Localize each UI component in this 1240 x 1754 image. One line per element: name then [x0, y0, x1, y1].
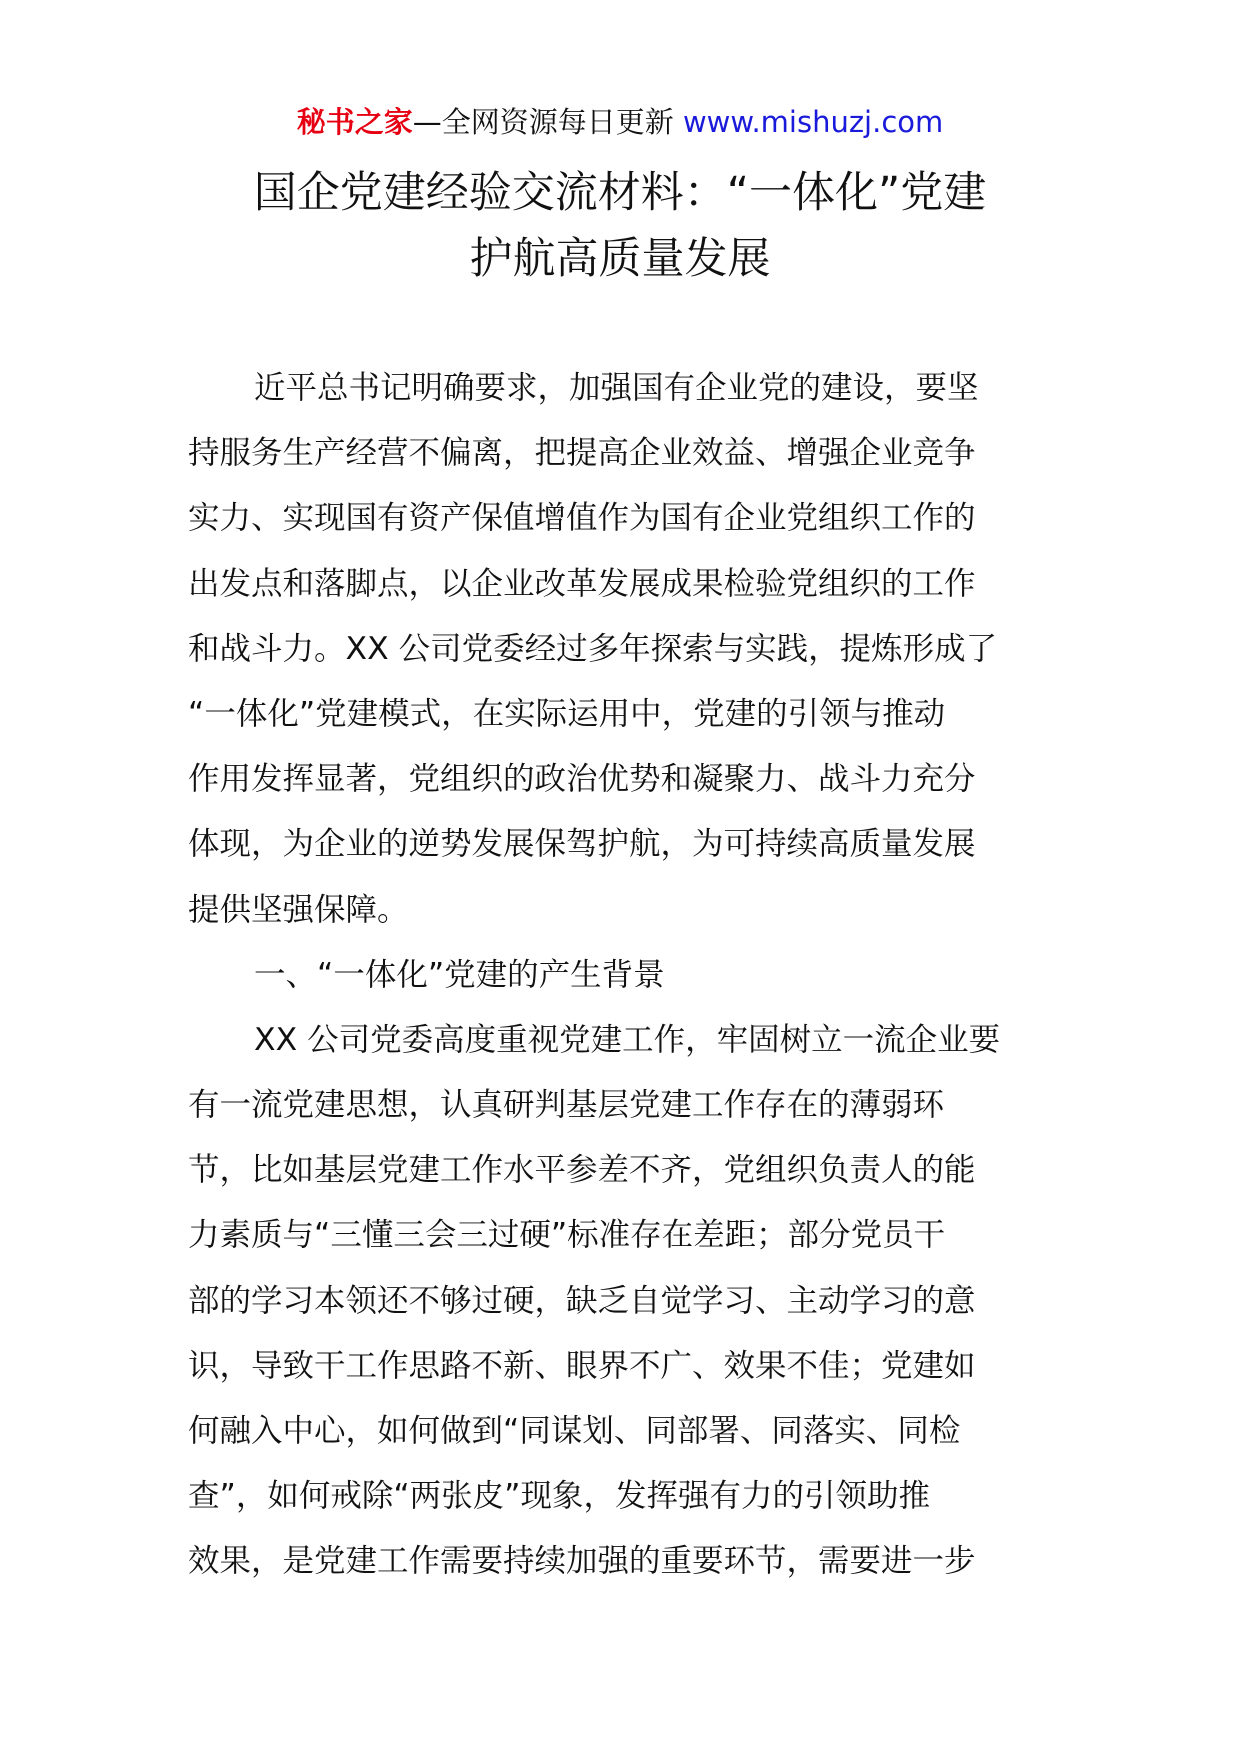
title-line-2: 护航高质量发展: [469, 234, 771, 284]
body-line: 力素质与“三懂三会三过硬”标准存在差距；部分党员干: [188, 1217, 946, 1254]
body-line: 持服务生产经营不偏离，把提高企业效益、增强企业竞争: [188, 435, 976, 472]
body-line: 出发点和落脚点，以企业改革发展成果检验党组织的工作: [188, 565, 976, 602]
site-header: [0, 102, 1240, 142]
section-heading: 一、“一体化”党建的产生背景: [254, 956, 665, 993]
body-line: 何融入中心，如何做到“同谋划、同部署、同落实、同检: [188, 1413, 961, 1449]
body-line: 有一流党建思想，认真研判基层党建工作存在的薄弱环: [188, 1087, 945, 1124]
title-line-1: 国企党建经验交流材料：“一体化”党建: [253, 168, 987, 218]
site-name: 秘书之家: [296, 105, 413, 139]
body-line: 识，导致干工作思路不新、眼界不广、效果不佳；党建如: [188, 1347, 976, 1384]
body-line: 提供坚强保障。: [188, 891, 409, 928]
body-line: “一体化”党建模式，在实际运用中，党建的引领与推动: [188, 695, 946, 732]
body-line: 近平总书记明确要求，加强国有企业党的建设，要坚: [254, 370, 979, 406]
body-line: XX 公司党委高度重视党建工作，牢固树立一流企业要: [254, 1021, 1001, 1058]
body-line: 实力、实现国有资产保值增值作为国有企业党组织工作的: [188, 500, 976, 537]
body-line: 部的学习本领还不够过硬，缺乏自觉学习、主动学习的意: [188, 1282, 976, 1319]
body-line: 体现，为企业的逆势发展保驾护航，为可持续高质量发展: [188, 826, 976, 863]
body-line: 节，比如基层党建工作水平参差不齐，党组织负责人的能: [188, 1152, 976, 1189]
body-line: 作用发挥显著，党组织的政治优势和凝聚力、战斗力充分: [188, 761, 976, 798]
body-line: 和战斗力。XX 公司党委经过多年探索与实践，提炼形成了: [188, 630, 998, 667]
body-line: 查”，如何戒除“两张皮”现象，发挥强有力的引领助推: [188, 1478, 930, 1515]
site-url-link[interactable]: www.mishuzj.com: [682, 105, 944, 139]
body-line: 效果，是党建工作需要持续加强的重要环节，需要进一步: [188, 1543, 976, 1580]
document-title: [150, 160, 1090, 292]
document-body: [188, 356, 1058, 1595]
site-tagline: —全网资源每日更新: [412, 105, 674, 139]
